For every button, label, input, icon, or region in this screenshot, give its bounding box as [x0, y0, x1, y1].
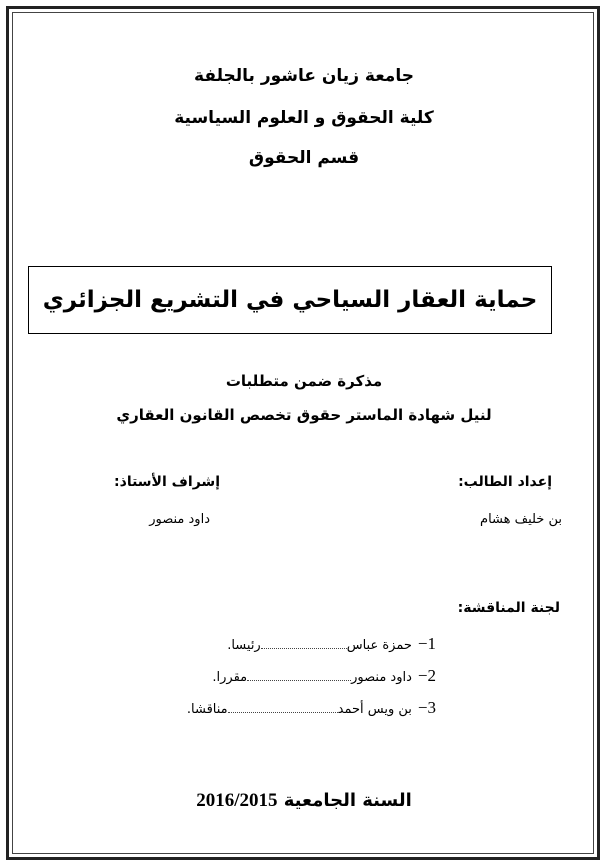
dotted-leader: [228, 702, 338, 713]
page-border-inner: [12, 12, 594, 854]
supervisor-label: إشراف الأستاذ:: [114, 474, 220, 490]
member-number: 1−: [417, 634, 436, 653]
dotted-leader: [261, 638, 347, 649]
subtitle-line-1: مذكرة ضمن متطلبات: [225, 372, 383, 390]
member-role: مقررا.: [212, 670, 248, 685]
academic-year-label: السنة الجامعية: [283, 790, 412, 811]
committee-label: لجنة المناقشة:: [457, 600, 560, 616]
member-role: مناقشا.: [186, 702, 228, 717]
member-name: بن ويس أحمد: [337, 702, 412, 717]
thesis-title-box: [28, 266, 552, 334]
member-role: رئيسا.: [227, 638, 261, 653]
faculty-name: كلية الحقوق و العلوم السياسية: [174, 108, 434, 128]
student-name: بن خليف هشام: [480, 512, 562, 527]
dotted-leader: [247, 670, 351, 681]
university-name: جامعة زيان عاشور بالجلفة: [194, 66, 414, 86]
academic-year-value: 2016/2015: [196, 790, 278, 811]
supervisor-name: داود منصور: [149, 512, 210, 527]
member-number: 2−: [417, 666, 436, 685]
committee-member-1: [227, 634, 436, 654]
department-name: قسم الحقوق: [248, 148, 360, 168]
subtitle-line-2: لنيل شهادة الماستر حقوق تخصص القانون العقاري: [116, 406, 492, 424]
student-label: إعداد الطالب:: [458, 474, 552, 490]
thesis-title: حماية العقار السياحي في التشريع الجزائري: [42, 287, 538, 313]
committee-member-3: [187, 698, 436, 718]
member-number: 3−: [417, 698, 436, 717]
member-name: حمزة عباس: [346, 638, 412, 653]
academic-year: [0, 790, 608, 812]
member-name: داود منصور: [351, 670, 412, 685]
committee-member-2: [212, 666, 436, 686]
